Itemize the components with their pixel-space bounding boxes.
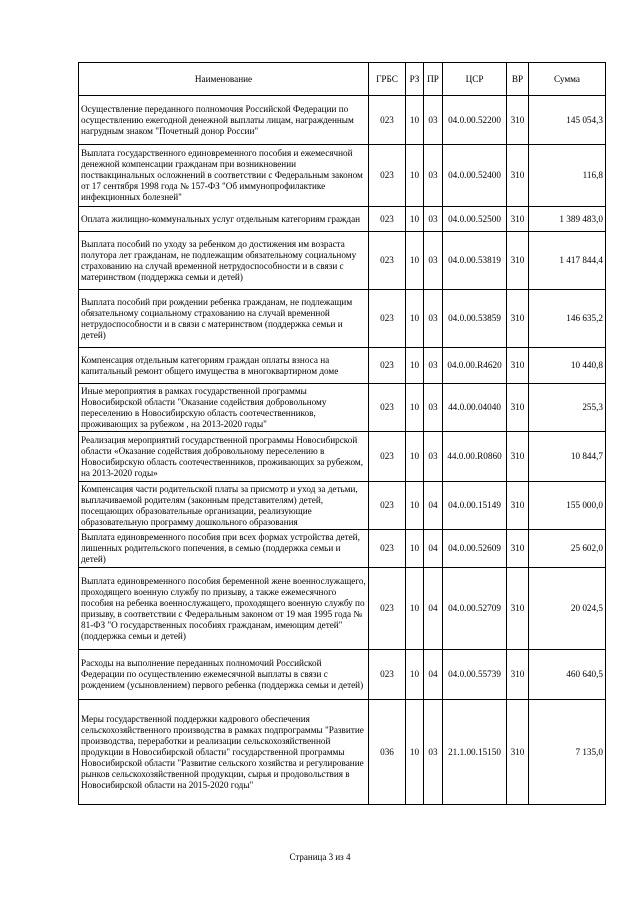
row-grbs: 023 — [369, 650, 406, 700]
row-rz: 10 — [406, 96, 424, 145]
row-pr: 03 — [424, 290, 443, 348]
table-row — [79, 290, 606, 348]
row-vr: 310 — [507, 145, 529, 207]
row-rz: 10 — [406, 232, 424, 290]
row-rz: 10 — [406, 145, 424, 207]
row-grbs: 023 — [369, 96, 406, 145]
row-rz: 10 — [406, 482, 424, 530]
budget-table — [78, 62, 606, 805]
row-pr: 03 — [424, 232, 443, 290]
row-sum: 20 024,5 — [529, 568, 606, 650]
row-grbs: 023 — [369, 290, 406, 348]
row-csr: 04.0.00.52609 — [443, 530, 507, 568]
row-csr: 44.0.00.04040 — [443, 384, 507, 432]
row-sum: 460 640,5 — [529, 650, 606, 700]
row-csr: 04.0.00.53819 — [443, 232, 507, 290]
row-csr: 04.0.00.52709 — [443, 568, 507, 650]
row-grbs: 023 — [369, 384, 406, 432]
row-csr: 21.1.00.15150 — [443, 700, 507, 805]
row-rz: 10 — [406, 530, 424, 568]
header-sum: Сумма — [529, 63, 606, 96]
header-vr: ВР — [507, 63, 529, 96]
row-name: Выплата пособий при рождении ребенка гражданам, не подлежащим обязательному социальному страхованию на случай временной нетрудоспособности и в связи с материнством (поддержка семьи и детей) — [79, 290, 369, 348]
header-name: Наименование — [79, 63, 369, 96]
row-sum: 255,3 — [529, 384, 606, 432]
row-csr: 04.0.00.52500 — [443, 207, 507, 232]
header-rz: РЗ — [406, 63, 424, 96]
row-sum: 25 602,0 — [529, 530, 606, 568]
row-vr: 310 — [507, 207, 529, 232]
header-csr: ЦСР — [443, 63, 507, 96]
row-pr: 04 — [424, 530, 443, 568]
table-row — [79, 530, 606, 568]
row-rz: 10 — [406, 568, 424, 650]
header-grbs: ГРБС — [369, 63, 406, 96]
row-csr: 04.0.00.52200 — [443, 96, 507, 145]
row-rz: 10 — [406, 700, 424, 805]
row-rz: 10 — [406, 348, 424, 384]
row-csr: 04.0.00.15149 — [443, 482, 507, 530]
row-sum: 145 054,3 — [529, 96, 606, 145]
row-csr: 44.0.00.R0860 — [443, 432, 507, 482]
row-pr: 03 — [424, 145, 443, 207]
row-grbs: 023 — [369, 145, 406, 207]
table-row — [79, 482, 606, 530]
row-name: Иные мероприятия в рамках государственной программы Новосибирской области "Оказание содействия добровольному переселению в Новосибирскую область соотечественников, проживающих за рубежом , на 2013-2020 годы" — [79, 384, 369, 432]
row-vr: 310 — [507, 232, 529, 290]
row-pr: 04 — [424, 482, 443, 530]
table-row — [79, 650, 606, 700]
row-sum: 10 440,8 — [529, 348, 606, 384]
row-sum: 146 635,2 — [529, 290, 606, 348]
table-row — [79, 384, 606, 432]
row-vr: 310 — [507, 530, 529, 568]
row-rz: 10 — [406, 384, 424, 432]
row-csr: 04.0.00.R4620 — [443, 348, 507, 384]
row-pr: 04 — [424, 650, 443, 700]
row-pr: 03 — [424, 96, 443, 145]
table-row — [79, 568, 606, 650]
page-number: Страница 3 из 4 — [289, 852, 351, 862]
table-row — [79, 348, 606, 384]
row-pr: 03 — [424, 432, 443, 482]
row-name: Компенсация отдельным категориям граждан оплаты взноса на капитальный ремонт общего имущества в многоквартирном доме — [79, 348, 369, 384]
row-name: Выплата государственного единовременного пособия и ежемесячной денежной компенсации гражданам при возникновении поствакцинальных осложнений в соответствии с Федеральным законом от 17 сентября 1998 года № 157-ФЗ "Об иммунопрофилактике инфекционных болезней" — [79, 145, 369, 207]
row-name: Компенсация части родительской платы за присмотр и уход за детьми, выплачиваемой родителям (законным представителям) детей, посещающих образовательные организации, реализующие образовательную программу дошкольного образования — [79, 482, 369, 530]
row-sum: 116,8 — [529, 145, 606, 207]
row-sum: 1 417 844,4 — [529, 232, 606, 290]
row-name: Выплата пособий по уходу за ребенком до достижения им возраста полутора лет гражданам, не подлежащим обязательному социальному страхованию на случай временной нетрудоспособности и в связи с материнством (поддержка семьи и детей) — [79, 232, 369, 290]
header-pr: ПР — [424, 63, 443, 96]
row-grbs: 023 — [369, 568, 406, 650]
row-vr: 310 — [507, 482, 529, 530]
row-vr: 310 — [507, 650, 529, 700]
row-sum: 155 000,0 — [529, 482, 606, 530]
row-csr: 04.0.00.52400 — [443, 145, 507, 207]
row-vr: 310 — [507, 700, 529, 805]
row-pr: 03 — [424, 384, 443, 432]
row-vr: 310 — [507, 568, 529, 650]
row-sum: 1 389 483,0 — [529, 207, 606, 232]
row-sum: 10 844,7 — [529, 432, 606, 482]
row-grbs: 023 — [369, 432, 406, 482]
row-grbs: 036 — [369, 700, 406, 805]
row-pr: 03 — [424, 348, 443, 384]
table-row — [79, 700, 606, 805]
row-csr: 04.0.00.55739 — [443, 650, 507, 700]
row-vr: 310 — [507, 384, 529, 432]
row-csr: 04.0.00.53859 — [443, 290, 507, 348]
row-pr: 03 — [424, 207, 443, 232]
row-rz: 10 — [406, 290, 424, 348]
row-name: Осуществление переданного полномочия Российской Федерации по осуществлению ежегодной денежной выплаты лицам, награжденным нагрудным знаком "Почетный донор России" — [79, 96, 369, 145]
row-name: Оплата жилищно-коммунальных услуг отдельным категориям граждан — [79, 207, 369, 232]
row-name: Меры государственной поддержки кадрового обеспечения сельскохозяйственного производства в рамках подпрограммы "Развитие производства, переработки и реализации сельскохозяйственной продукции в Новосибирской области" государственной программы Новосибирской области "Развитие сельского хозяйства и регулирование рынков сельскохозяйственной продукции, сырья и продовольствия в Новосибирской области на 2015-2020 годы" — [79, 700, 369, 805]
row-vr: 310 — [507, 348, 529, 384]
row-vr: 310 — [507, 96, 529, 145]
row-name: Реализация мероприятий государственной программы Новосибирской области «Оказание содействия добровольному переселению в Новосибирскую область соотечественников, проживающих за рубежом, на 2013-2020 годы» — [79, 432, 369, 482]
row-name: Выплата единовременного пособия беременной жене военнослужащего, проходящего военную службу по призыву, а также ежемесячного пособия на ребенка военнослужащего, проходящего военную службу по призыву, в соответствии с Федеральным законом от 19 мая 1995 года № 81-ФЗ "О государственных пособиях гражданам, имеющим детей" (поддержка семьи и детей) — [79, 568, 369, 650]
table-header-row — [79, 63, 606, 96]
table-row — [79, 232, 606, 290]
row-grbs: 023 — [369, 232, 406, 290]
row-rz: 10 — [406, 432, 424, 482]
row-grbs: 023 — [369, 482, 406, 530]
table-row — [79, 207, 606, 232]
row-name: Расходы на выполнение переданных полномочий Российской Федерации по осуществлению ежемесячной выплаты в связи с рождением (усыновлением) первого ребенка (поддержка семьи и детей) — [79, 650, 369, 700]
row-rz: 10 — [406, 650, 424, 700]
table-row — [79, 96, 606, 145]
row-pr: 03 — [424, 700, 443, 805]
row-sum: 7 135,0 — [529, 700, 606, 805]
row-pr: 04 — [424, 568, 443, 650]
row-name: Выплата единовременного пособия при всех формах устройства детей, лишенных родительского попечения, в семью (поддержка семьи и детей) — [79, 530, 369, 568]
row-vr: 310 — [507, 432, 529, 482]
row-grbs: 023 — [369, 207, 406, 232]
table-row — [79, 145, 606, 207]
row-grbs: 023 — [369, 348, 406, 384]
table-row — [79, 432, 606, 482]
row-vr: 310 — [507, 290, 529, 348]
row-rz: 10 — [406, 207, 424, 232]
row-grbs: 023 — [369, 530, 406, 568]
